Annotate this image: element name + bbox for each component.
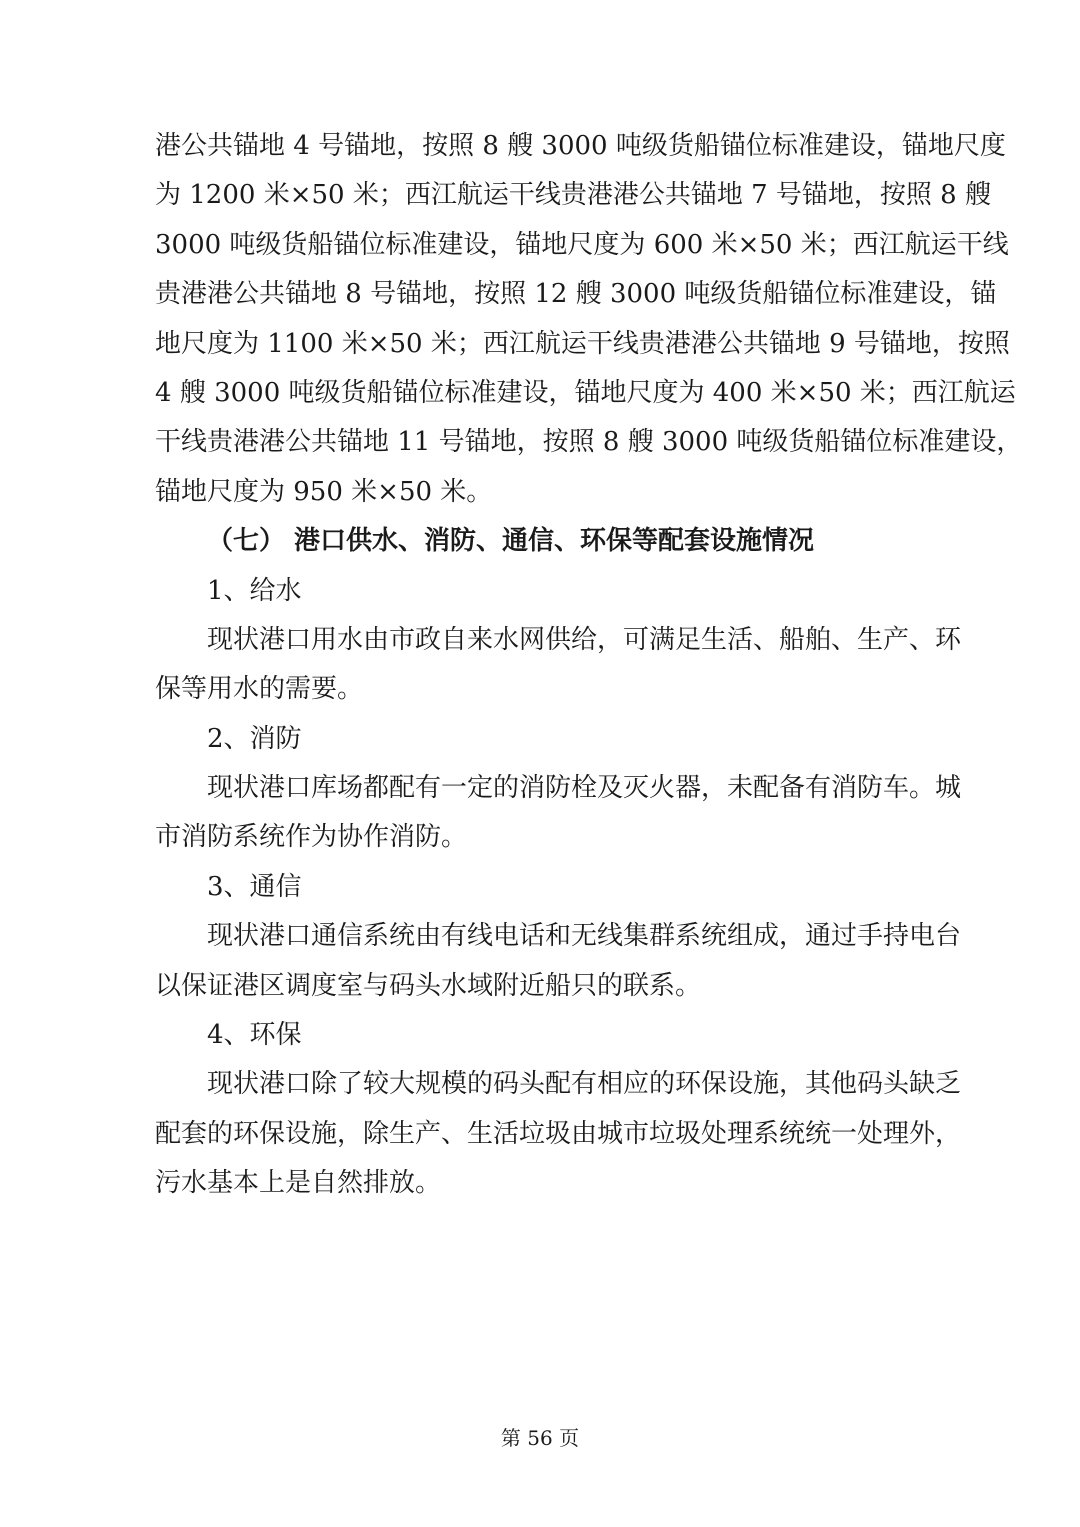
paragraph-line: 保等用水的需要。 (155, 674, 364, 705)
subsection-fire-protection (155, 715, 962, 863)
paragraph-line: 以保证港区调度室与码头水域附近船只的联系。 (155, 970, 702, 1001)
subsection-title: 3、通信 (207, 871, 302, 902)
paragraph-line: 现状港口库场都配有一定的消防栓及灭火器，未配备有消防车。城 (207, 773, 962, 804)
paragraph-line: 污水基本上是自然排放。 (155, 1168, 442, 1199)
paragraph-line: 配套的环保设施，除生产、生活垃圾由城市垃圾处理系统统一处理外， (155, 1118, 962, 1149)
paragraph-line: 干线贵港港公共锚地 11 号锚地，按照 8 艘 3000 吨级货船锚位标准建设， (155, 427, 1023, 458)
paragraph-line: 港公共锚地 4 号锚地，按照 8 艘 3000 吨级货船锚位标准建设，锚地尺度 (155, 131, 1006, 161)
subsection-title: 2、消防 (207, 723, 302, 754)
page-body (155, 122, 1023, 1209)
paragraph-line: 4 艘 3000 吨级货船锚位标准建设，锚地尺度为 400 米×50 米；西江航运 (155, 377, 1016, 408)
paragraph-line: 为 1200 米×50 米；西江航运干线贵港港公共锚地 7 号锚地，按照 8 艘 (155, 180, 991, 211)
subsection-environmental-protection (155, 1011, 962, 1209)
subsection-title: 1、给水 (207, 575, 302, 606)
anchorage-paragraph (155, 122, 1023, 517)
paragraph-line: 现状港口除了较大规模的码头配有相应的环保设施，其他码头缺乏 (207, 1069, 962, 1100)
subsection-water-supply (155, 567, 962, 715)
paragraph-line: 市消防系统作为协作消防。 (155, 822, 468, 853)
page-number: 第 56 页 (500, 1426, 580, 1450)
section-heading: （七） 港口供水、消防、通信、环保等配套设施情况 (207, 526, 815, 557)
subsection-communication (155, 863, 962, 1011)
paragraph-line: 现状港口通信系统由有线电话和无线集群系统组成，通过手持电台 (207, 921, 962, 952)
paragraph-line: 3000 吨级货船锚位标准建设，锚地尺度为 600 米×50 米；西江航运干线 (155, 229, 1009, 260)
paragraph-line: 现状港口用水由市政自来水网供给，可满足生活、船舶、生产、环 (207, 624, 962, 655)
paragraph-line: 贵港港公共锚地 8 号锚地，按照 12 艘 3000 吨级货船锚位标准建设，锚 (155, 279, 997, 310)
paragraph-line: 地尺度为 1100 米×50 米；西江航运干线贵港港公共锚地 9 号锚地，按照 (155, 328, 1010, 359)
paragraph-line: 锚地尺度为 950 米×50 米。 (155, 476, 493, 507)
subsection-title: 4、环保 (207, 1020, 302, 1051)
